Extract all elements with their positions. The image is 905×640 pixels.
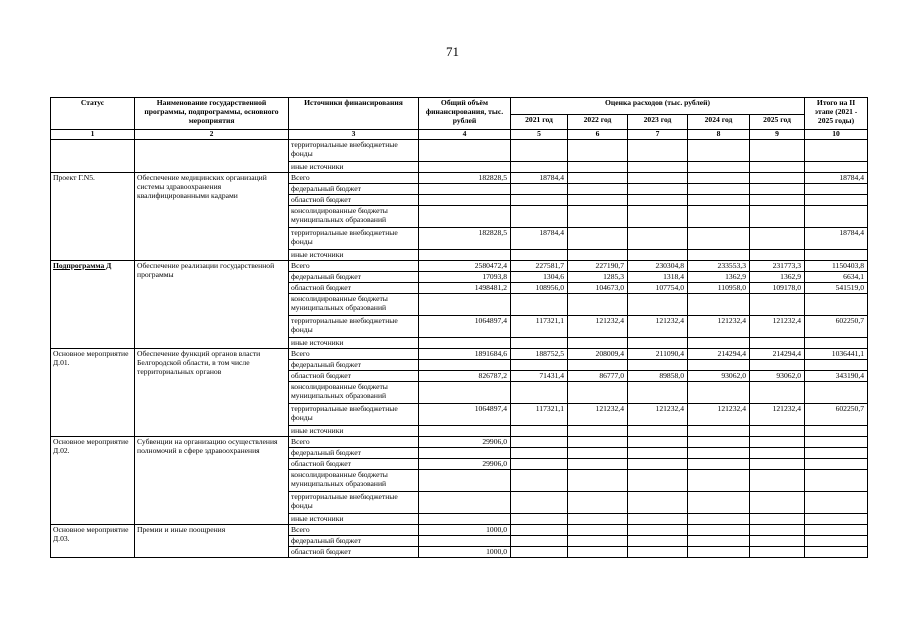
column-number: 2	[135, 130, 289, 140]
year-value-cell	[750, 173, 805, 184]
year-value-cell	[568, 492, 628, 514]
year-value-cell	[511, 448, 568, 459]
program-name-cell: Субвенции на организацию осуществления полномочий в сфере здравоохранения	[135, 437, 289, 525]
program-name-cell: Обеспечение реализации государственной программы	[135, 261, 289, 349]
year-value-cell	[628, 547, 688, 558]
total-cell: 1891684,6	[419, 349, 511, 360]
year-value-cell	[511, 195, 568, 206]
program-name-cell: Обеспечение медицинских организаций системы здравоохранения квалифицированными кадрами	[135, 173, 289, 261]
total-cell: 17093,8	[419, 272, 511, 283]
itogo-cell	[805, 382, 868, 404]
total-cell: 182828,5	[419, 173, 511, 184]
itogo-cell	[805, 514, 868, 525]
column-number: 6	[568, 130, 628, 140]
column-number-row	[51, 130, 868, 140]
year-value-cell	[568, 437, 628, 448]
year-value-cell	[568, 338, 628, 349]
total-cell	[419, 514, 511, 525]
itogo-cell: 541519,0	[805, 283, 868, 294]
year-value-cell	[628, 162, 688, 173]
column-number: 5	[511, 130, 568, 140]
program-name-cell: Обеспечение функций органов власти Белгородской области, в том числе территориальных органов	[135, 349, 289, 437]
itogo-cell	[805, 426, 868, 437]
source-cell: территориальные внебюджетные фонды	[289, 228, 419, 250]
total-cell: 1498481,2	[419, 283, 511, 294]
source-cell: областной бюджет	[289, 547, 419, 558]
year-value-cell	[688, 536, 750, 547]
year-value-cell	[750, 360, 805, 371]
itogo-cell: 602250,7	[805, 404, 868, 426]
year-value-cell: 117321,1	[511, 404, 568, 426]
year-value-cell	[750, 338, 805, 349]
year-value-cell	[628, 184, 688, 195]
year-value-cell	[568, 382, 628, 404]
total-cell: 1064897,4	[419, 316, 511, 338]
source-cell: иные источники	[289, 514, 419, 525]
status-cell: Основное мероприятие Д.02.	[51, 437, 135, 525]
year-value-cell	[688, 173, 750, 184]
header-year: 2022 год	[568, 115, 628, 130]
year-value-cell	[750, 250, 805, 261]
year-value-cell: 109178,0	[750, 283, 805, 294]
itogo-cell: 343190,4	[805, 371, 868, 382]
year-value-cell	[568, 536, 628, 547]
year-value-cell	[688, 382, 750, 404]
year-value-cell	[628, 448, 688, 459]
year-value-cell	[568, 140, 628, 162]
header-status: Статус	[51, 98, 135, 130]
page-number: 71	[446, 44, 459, 59]
source-cell: федеральный бюджет	[289, 448, 419, 459]
year-value-cell: 1362,9	[688, 272, 750, 283]
year-value-cell	[750, 547, 805, 558]
total-cell	[419, 536, 511, 547]
header-year: 2025 год	[750, 115, 805, 130]
year-value-cell	[628, 492, 688, 514]
year-value-cell	[628, 195, 688, 206]
year-value-cell	[688, 470, 750, 492]
total-cell	[419, 338, 511, 349]
total-cell: 1000,0	[419, 547, 511, 558]
year-value-cell	[568, 360, 628, 371]
year-value-cell	[628, 470, 688, 492]
program-name-cell: Премии и иные поощрения	[135, 525, 289, 558]
year-value-cell: 121232,4	[750, 404, 805, 426]
year-value-cell	[628, 514, 688, 525]
source-cell: территориальные внебюджетные фонды	[289, 316, 419, 338]
table-row	[51, 140, 868, 162]
year-value-cell: 227581,7	[511, 261, 568, 272]
source-cell: федеральный бюджет	[289, 360, 419, 371]
budget-table	[50, 97, 868, 558]
year-value-cell	[628, 250, 688, 261]
itogo-cell	[805, 360, 868, 371]
total-cell: 2580472,4	[419, 261, 511, 272]
itogo-cell: 18784,4	[805, 228, 868, 250]
year-value-cell: 121232,4	[688, 404, 750, 426]
year-value-cell	[750, 536, 805, 547]
status-cell: Основное мероприятие Д.01.	[51, 349, 135, 437]
year-value-cell	[688, 206, 750, 228]
header-year: 2024 год	[688, 115, 750, 130]
column-number: 3	[289, 130, 419, 140]
year-value-cell	[750, 459, 805, 470]
year-value-cell	[750, 514, 805, 525]
source-cell: территориальные внебюджетные фонды	[289, 140, 419, 162]
year-value-cell	[511, 382, 568, 404]
year-value-cell: 1285,3	[568, 272, 628, 283]
total-cell	[419, 250, 511, 261]
year-value-cell	[628, 294, 688, 316]
year-value-cell	[628, 228, 688, 250]
total-cell: 29906,0	[419, 459, 511, 470]
year-value-cell	[511, 437, 568, 448]
year-value-cell	[568, 470, 628, 492]
year-value-cell	[688, 547, 750, 558]
year-value-cell	[511, 250, 568, 261]
itogo-cell	[805, 525, 868, 536]
year-value-cell: 121232,4	[628, 404, 688, 426]
year-value-cell	[511, 184, 568, 195]
year-value-cell: 93062,0	[750, 371, 805, 382]
source-cell: иные источники	[289, 426, 419, 437]
year-value-cell: 89858,0	[628, 371, 688, 382]
year-value-cell: 121232,4	[750, 316, 805, 338]
year-value-cell	[511, 525, 568, 536]
source-cell: Всего	[289, 173, 419, 184]
column-number: 10	[805, 130, 868, 140]
itogo-cell	[805, 547, 868, 558]
year-value-cell: 18784,4	[511, 173, 568, 184]
year-value-cell: 1318,4	[628, 272, 688, 283]
year-value-cell	[568, 514, 628, 525]
year-value-cell: 227190,7	[568, 261, 628, 272]
itogo-cell	[805, 162, 868, 173]
table-row	[51, 261, 868, 272]
column-number: 9	[750, 130, 805, 140]
year-value-cell	[568, 228, 628, 250]
year-value-cell	[688, 338, 750, 349]
column-number: 4	[419, 130, 511, 140]
itogo-cell	[805, 492, 868, 514]
year-value-cell	[568, 459, 628, 470]
table-row	[51, 173, 868, 184]
year-value-cell	[511, 360, 568, 371]
year-value-cell	[568, 294, 628, 316]
itogo-cell	[805, 140, 868, 162]
year-value-cell	[568, 162, 628, 173]
status-cell: Основное мероприятие Д.03.	[51, 525, 135, 558]
total-cell	[419, 294, 511, 316]
header-estimate: Оценка расходов (тыс. рублей)	[511, 98, 805, 115]
itogo-cell	[805, 294, 868, 316]
table-header	[51, 98, 868, 140]
year-value-cell	[688, 448, 750, 459]
header-year: 2023 год	[628, 115, 688, 130]
year-value-cell	[750, 426, 805, 437]
year-value-cell	[568, 206, 628, 228]
itogo-cell	[805, 184, 868, 195]
itogo-cell	[805, 448, 868, 459]
source-cell: территориальные внебюджетные фонды	[289, 492, 419, 514]
year-value-cell	[688, 525, 750, 536]
year-value-cell	[511, 162, 568, 173]
year-value-cell: 208009,4	[568, 349, 628, 360]
year-value-cell: 121232,4	[568, 316, 628, 338]
total-cell: 1064897,4	[419, 404, 511, 426]
year-value-cell: 214294,4	[688, 349, 750, 360]
year-value-cell	[511, 492, 568, 514]
year-value-cell	[688, 162, 750, 173]
itogo-cell	[805, 195, 868, 206]
header-itogo: Итого на II этапе (2021 - 2025 годы)	[805, 98, 868, 130]
itogo-cell	[805, 206, 868, 228]
source-cell: Всего	[289, 261, 419, 272]
year-value-cell	[750, 437, 805, 448]
source-cell: консолидированные бюджеты муниципальных образований	[289, 294, 419, 316]
year-value-cell: 107754,0	[628, 283, 688, 294]
total-cell	[419, 206, 511, 228]
year-value-cell: 108956,0	[511, 283, 568, 294]
year-value-cell	[628, 459, 688, 470]
year-value-cell	[628, 536, 688, 547]
year-value-cell	[568, 525, 628, 536]
year-value-cell	[511, 514, 568, 525]
total-cell	[419, 426, 511, 437]
year-value-cell	[688, 250, 750, 261]
header-sources: Источники финансирования	[289, 98, 419, 130]
total-cell: 29906,0	[419, 437, 511, 448]
year-value-cell	[688, 459, 750, 470]
year-value-cell	[750, 448, 805, 459]
year-value-cell: 104673,0	[568, 283, 628, 294]
source-cell: областной бюджет	[289, 371, 419, 382]
total-cell	[419, 184, 511, 195]
year-value-cell: 188752,5	[511, 349, 568, 360]
source-cell: консолидированные бюджеты муниципальных образований	[289, 470, 419, 492]
year-value-cell	[628, 426, 688, 437]
year-value-cell	[688, 228, 750, 250]
total-cell: 182828,5	[419, 228, 511, 250]
total-cell: 826787,2	[419, 371, 511, 382]
total-cell	[419, 448, 511, 459]
year-value-cell	[511, 547, 568, 558]
source-cell: областной бюджет	[289, 459, 419, 470]
year-value-cell: 121232,4	[628, 316, 688, 338]
source-cell: федеральный бюджет	[289, 272, 419, 283]
year-value-cell	[688, 492, 750, 514]
total-cell	[419, 140, 511, 162]
itogo-cell	[805, 338, 868, 349]
source-cell: иные источники	[289, 250, 419, 261]
year-value-cell	[628, 525, 688, 536]
year-value-cell	[511, 536, 568, 547]
table-body	[51, 140, 868, 558]
year-value-cell	[628, 382, 688, 404]
column-number: 8	[688, 130, 750, 140]
program-name-cell	[135, 140, 289, 173]
year-value-cell	[628, 173, 688, 184]
itogo-cell: 6634,1	[805, 272, 868, 283]
header-year: 2021 год	[511, 115, 568, 130]
year-value-cell: 231773,3	[750, 261, 805, 272]
year-value-cell	[688, 140, 750, 162]
year-value-cell	[511, 338, 568, 349]
source-cell: территориальные внебюджетные фонды	[289, 404, 419, 426]
column-number: 1	[51, 130, 135, 140]
year-value-cell	[568, 448, 628, 459]
table-row	[51, 525, 868, 536]
year-value-cell	[688, 426, 750, 437]
total-cell	[419, 360, 511, 371]
year-value-cell: 1362,9	[750, 272, 805, 283]
year-value-cell	[688, 514, 750, 525]
year-value-cell	[511, 294, 568, 316]
year-value-cell	[750, 140, 805, 162]
year-value-cell	[511, 206, 568, 228]
itogo-cell: 602250,7	[805, 316, 868, 338]
source-cell: Всего	[289, 349, 419, 360]
year-value-cell	[628, 140, 688, 162]
source-cell: иные источники	[289, 338, 419, 349]
itogo-cell: 1036441,1	[805, 349, 868, 360]
header-name: Наименование государственной программы, подпрограммы, основного мероприятия	[135, 98, 289, 130]
year-value-cell	[750, 195, 805, 206]
year-value-cell	[511, 459, 568, 470]
total-cell	[419, 492, 511, 514]
source-cell: областной бюджет	[289, 195, 419, 206]
year-value-cell	[750, 382, 805, 404]
year-value-cell	[511, 140, 568, 162]
year-value-cell: 121232,4	[568, 404, 628, 426]
source-cell: иные источники	[289, 162, 419, 173]
total-cell	[419, 162, 511, 173]
year-value-cell: 93062,0	[688, 371, 750, 382]
year-value-cell	[568, 173, 628, 184]
year-value-cell	[750, 470, 805, 492]
year-value-cell	[750, 492, 805, 514]
source-cell: федеральный бюджет	[289, 184, 419, 195]
year-value-cell	[750, 228, 805, 250]
year-value-cell	[688, 294, 750, 316]
year-value-cell: 86777,0	[568, 371, 628, 382]
source-cell: федеральный бюджет	[289, 536, 419, 547]
year-value-cell: 121232,4	[688, 316, 750, 338]
year-value-cell	[688, 437, 750, 448]
year-value-cell	[568, 184, 628, 195]
year-value-cell	[628, 338, 688, 349]
itogo-cell	[805, 437, 868, 448]
year-value-cell	[511, 426, 568, 437]
status-cell: Проект Г.N5.	[51, 173, 135, 261]
total-cell	[419, 470, 511, 492]
year-value-cell: 233553,3	[688, 261, 750, 272]
year-value-cell	[688, 184, 750, 195]
year-value-cell	[688, 195, 750, 206]
status-cell	[51, 140, 135, 173]
year-value-cell	[568, 250, 628, 261]
year-value-cell	[750, 162, 805, 173]
year-value-cell	[511, 470, 568, 492]
source-cell: областной бюджет	[289, 283, 419, 294]
year-value-cell: 18784,4	[511, 228, 568, 250]
itogo-cell	[805, 470, 868, 492]
year-value-cell	[628, 437, 688, 448]
table-row	[51, 349, 868, 360]
year-value-cell: 71431,4	[511, 371, 568, 382]
year-value-cell	[568, 547, 628, 558]
year-value-cell	[750, 294, 805, 316]
year-value-cell: 117321,1	[511, 316, 568, 338]
year-value-cell: 230304,8	[628, 261, 688, 272]
itogo-cell	[805, 250, 868, 261]
total-cell: 1000,0	[419, 525, 511, 536]
year-value-cell	[628, 206, 688, 228]
year-value-cell	[750, 206, 805, 228]
source-cell: консолидированные бюджеты муниципальных образований	[289, 382, 419, 404]
year-value-cell	[750, 184, 805, 195]
year-value-cell	[568, 426, 628, 437]
itogo-cell: 18784,4	[805, 173, 868, 184]
source-cell: Всего	[289, 437, 419, 448]
year-value-cell	[688, 360, 750, 371]
table-row	[51, 437, 868, 448]
status-cell: Подпрограмма Д	[51, 261, 135, 349]
itogo-cell: 1150403,8	[805, 261, 868, 272]
year-value-cell	[628, 360, 688, 371]
year-value-cell: 110958,0	[688, 283, 750, 294]
total-cell	[419, 195, 511, 206]
year-value-cell: 211090,4	[628, 349, 688, 360]
year-value-cell	[568, 195, 628, 206]
header-total: Общий объём финансирования, тыс. рублей	[419, 98, 511, 130]
total-cell	[419, 382, 511, 404]
column-number: 7	[628, 130, 688, 140]
source-cell: консолидированные бюджеты муниципальных образований	[289, 206, 419, 228]
year-value-cell	[750, 525, 805, 536]
year-value-cell: 214294,4	[750, 349, 805, 360]
source-cell: Всего	[289, 525, 419, 536]
itogo-cell	[805, 459, 868, 470]
year-value-cell: 1304,6	[511, 272, 568, 283]
itogo-cell	[805, 536, 868, 547]
